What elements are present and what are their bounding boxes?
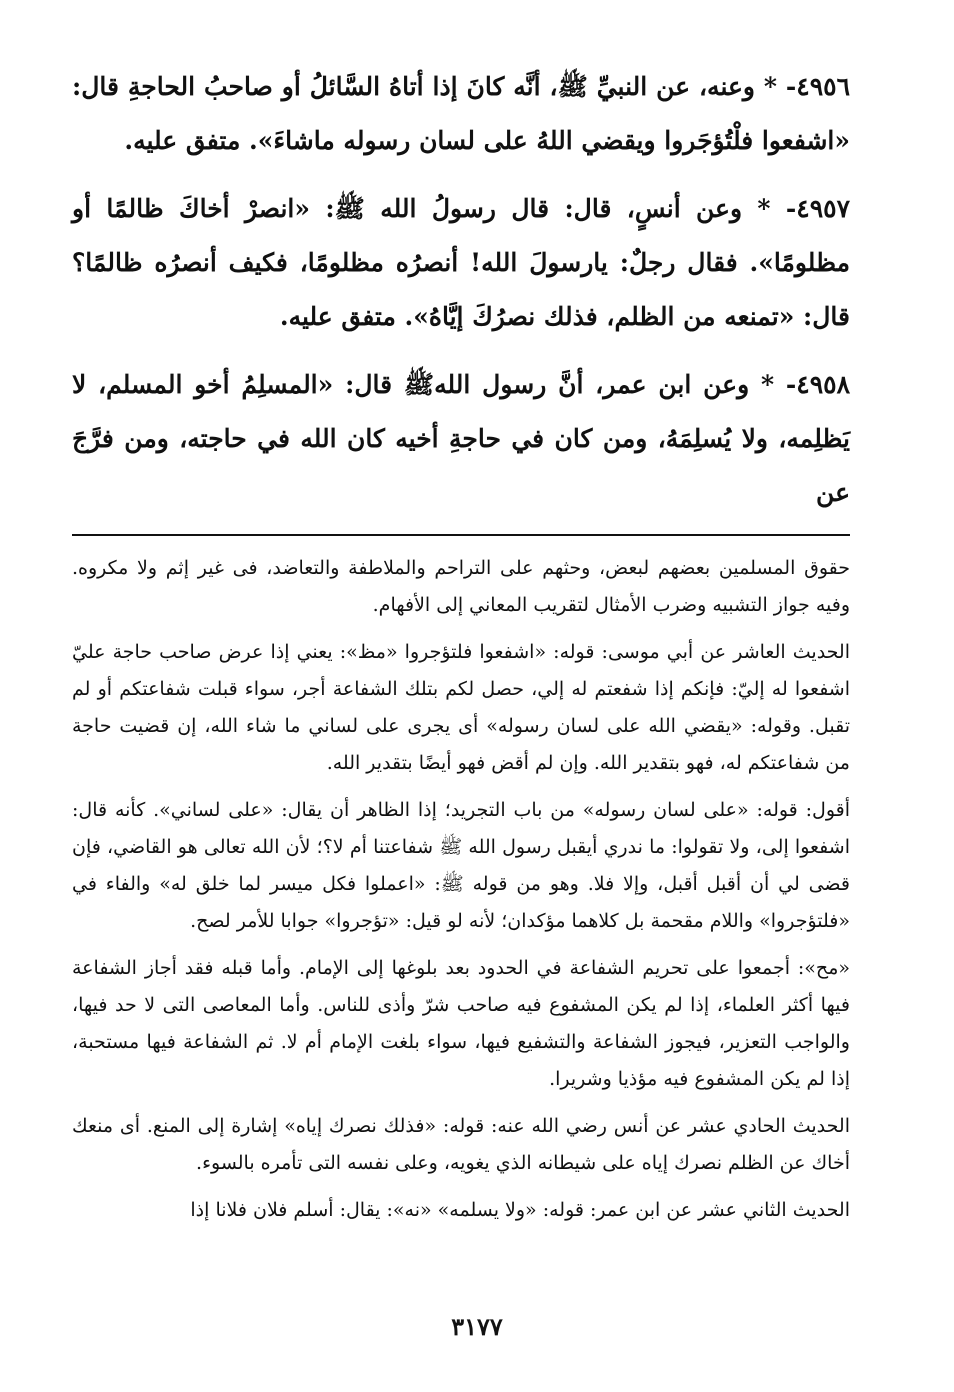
commentary-section bbox=[72, 550, 850, 1229]
commentary-paragraph: حقوق المسلمين بعضهم لبعض، وحثهم على التراحم والملاطفة والتعاضد، فى غير إثم ولا مكروه. وفيه جواز التشبيه وضرب الأمثال لتقريب المعاني إلى الأفهام. bbox=[72, 557, 850, 616]
hadith-4958: ٤٩٥٨- * وعن ابن عمر، أنَّ رسول اللهﷺ قال: «المسلِمُ أخو المسلم، لا يَظلِمه، ولا يُسلِمَهُ، ومن كان في حاجةِ أخيه كان الله في حاجته، ومن فرَّجَ عن bbox=[72, 370, 850, 507]
commentary-paragraph: أقول: قوله: «على لسان رسوله» من باب التجريد؛ إذا الظاهر أن يقال: «على لساني». كأنه قال: اشفعوا إلى، ولا تقولوا: ما ندري أيقبل رسول الله ﷺ شفاعتنا أم لا؟؛ لأن الله تعالى هو القاضي، فإن قضى لي أن أقبل أقبل، وإلا فلا. وهو من قوله ﷺ: «اعملوا فكل ميسر لما خلق له» والفاء في «فلتؤجروا» واللام مقحمة بل كلاهما مؤكدان؛ لأنه لو قيل: «تؤجروا» جوابا للأمر لصح. bbox=[72, 799, 850, 932]
footnote-divider bbox=[72, 534, 850, 536]
page-body bbox=[72, 60, 850, 1239]
hadith-4957: ٤٩٥٧- * وعن أنسٍ، قال: قال رسولُ الله ﷺ: «انصرْ أخاكَ ظالمًا أو مظلومًا». فقال رجلٌ: يارسولَ الله! أنصرُه مظلومًا، فكيف أنصرُه ظالمًا؟ قال: «تمنعه من الظلم، فذلك نصرُكَ إيَّاهُ». متفق عليه. bbox=[72, 194, 850, 331]
commentary-paragraph: الحديث الثاني عشر عن ابن عمر: قوله: «ولا يسلمه» «نه»: يقال: أسلم فلان فلانا إذا bbox=[190, 1199, 850, 1221]
hadith-section bbox=[72, 60, 850, 520]
commentary-paragraph: «مح»: أجمعوا على تحريم الشفاعة في الحدود بعد بلوغها إلى الإمام. وأما قبله فقد أجاز الشفاعة فيها أكثر العلماء، إذا لم يكن المشفوع فيه صاحب شرّ وأذى للناس. وأما المعاصى التى لا حد فيها، والواجب التعزير، فيجوز الشفاعة والتشفيع فيها، سواء بلغت الإمام أم لا. ثم الشفاعة فيها مستحبة، إذا لم يكن المشفوع فيه مؤذيا وشريرا. bbox=[72, 957, 850, 1090]
hadith-4956: ٤٩٥٦- * وعنه، عن النبيِّ ﷺ، أنَّه كانَ إذا أتاهُ السَّائلُ أو صاحبُ الحاجةِ قال: «اشفعوا فلْتُؤجَروا ويقضي اللهُ على لسان رسوله ماشاءَ». متفق عليه. bbox=[72, 72, 850, 155]
commentary-paragraph: الحديث الحادي عشر عن أنس رضي الله عنه: قوله: «فذلك نصرك إياه» إشارة إلى المنع. أى منعك أخاك عن الظلم نصرك إياه على شيطانه الذي يغويه، وعلى نفسه التى تأمره بالسوء. bbox=[72, 1115, 850, 1174]
commentary-paragraph: الحديث العاشر عن أبي موسى: قوله: «اشفعوا فلتؤجروا «مظ»: يعني إذا عرض صاحب حاجة عليّ اشفعوا له إليّ: فإنكم إذا شفعتم له إلي، حصل لكم بتلك الشفاعة أجر، سواء قبلت شفاعتكم أو لم تقبل. وقوله: «يقضي الله على لسان رسوله» أى يجرى على لساني ما شاء الله، إن قضيت حاجة من شفاعتكم له، فهو بتقدير الله. وإن لم أقض فهو أيضًا بتقدير الله. bbox=[72, 641, 850, 774]
page-number: ٣١٧٧ bbox=[451, 1312, 503, 1341]
